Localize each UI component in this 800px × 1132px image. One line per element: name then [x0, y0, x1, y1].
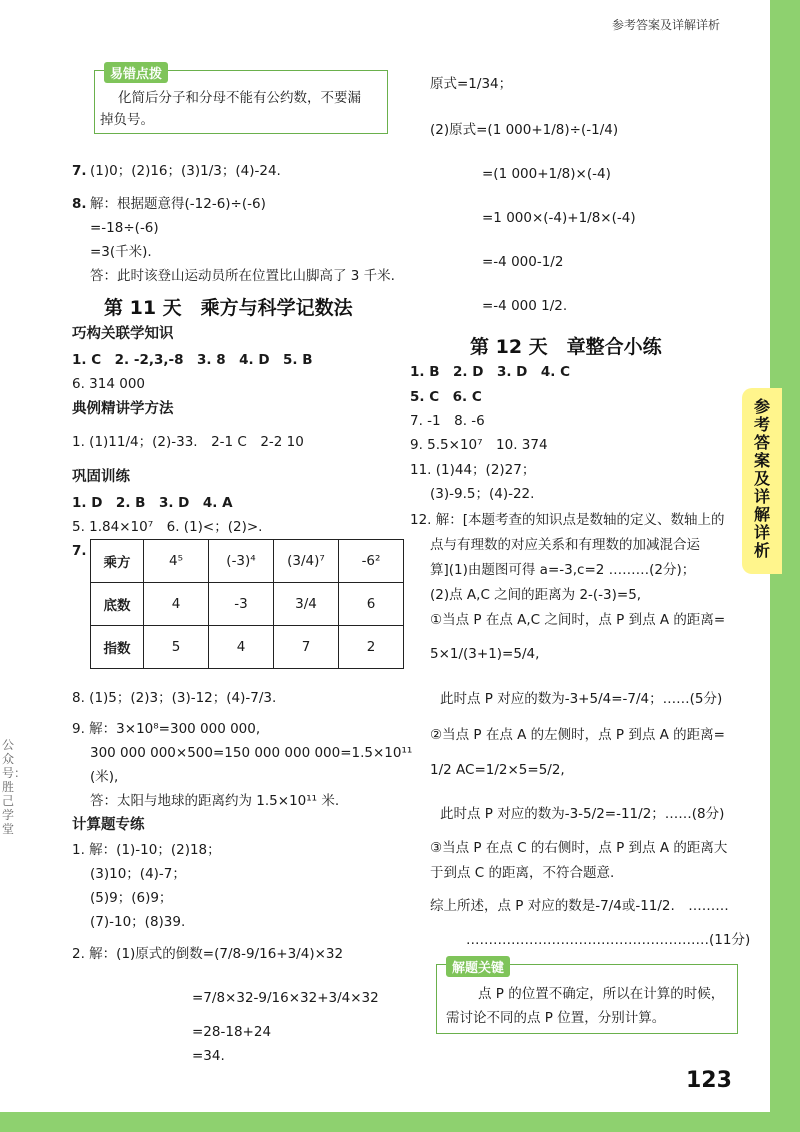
- q12-line-11: ③当点 P 在点 C 的右侧时，点 P 到点 A 的距离大: [430, 840, 728, 856]
- q12-line-4: (2)点 A,C 之间的距离为 2-(-3)=5,: [430, 587, 642, 603]
- section-heading: 典例精讲学方法: [72, 401, 174, 417]
- q12-line-9: 1/2 AC=1/2×5=5/2,: [430, 762, 565, 778]
- section-heading: 计算题专练: [72, 817, 145, 833]
- q12-line-13: 综上所述，点 P 对应的数是-7/4或-11/2. ………: [430, 898, 729, 914]
- day12-answer-6: (3)-9.5；(4)-22.: [430, 486, 535, 502]
- answer-7: (1)0；(2)16；(3)1/3；(4)-24.: [90, 163, 281, 179]
- table-cell: 5: [144, 626, 209, 669]
- table-cell: (3/4)⁷: [274, 540, 339, 583]
- right-line-5: =-4 000-1/2: [482, 254, 564, 270]
- q12-line-12: 于到点 C 的距离，不符合题意.: [430, 865, 615, 881]
- answer-8-line4: 答：此时该登山运动员所在位置比山脚高了 3 千米.: [90, 268, 395, 284]
- day12-answer-3: 7. -1 8. -6: [410, 413, 485, 429]
- powers-table: [90, 539, 404, 669]
- s3-line2: 5. 1.84×10⁷ 6. (1)<；(2)>.: [72, 519, 263, 535]
- calc-1-line2: (3)10；(4)-7；: [90, 866, 186, 882]
- s3-line1: 1. D 2. B 3. D 4. A: [72, 495, 233, 511]
- bottom-green-border: [0, 1112, 800, 1132]
- table-cell: 乘方: [91, 540, 144, 583]
- right-line-3: =(1 000+1/8)×(-4): [482, 166, 611, 182]
- answer-8-num: 8.: [72, 196, 87, 212]
- right-line-2: (2)原式=(1 000+1/8)÷(-1/4): [430, 122, 619, 138]
- side-tab: [742, 388, 782, 574]
- tip1-line2: 掉负号。: [100, 112, 154, 128]
- calc-1-line4: (7)-10；(8)39.: [90, 914, 186, 930]
- table-cell: 4⁵: [144, 540, 209, 583]
- s1-line2: 6. 314 000: [72, 376, 145, 392]
- tip1-line1: 化简后分子和分母不能有公约数，不要漏: [118, 90, 361, 106]
- tip2-line1: 点 P 的位置不确定，所以在计算的时候，: [478, 986, 725, 1002]
- watermark: 公众号：胜己学堂: [2, 738, 27, 836]
- tip2-line2: 需讨论不同的点 P 位置，分别计算。: [446, 1010, 666, 1026]
- answer-7-num: 7.: [72, 163, 87, 179]
- answer-9-line3: (米),: [90, 769, 119, 785]
- answer-8-line2: =-18÷(-6): [90, 220, 159, 236]
- q12-line-8: ②当点 P 在点 A 的左侧时，点 P 到点 A 的距离=: [430, 727, 725, 743]
- table-row: [91, 540, 404, 583]
- header-title: 参考答案及详解详析: [612, 18, 721, 32]
- right-line-6: =-4 000 1/2.: [482, 298, 568, 314]
- right-line-1: 原式=1/34；: [430, 76, 513, 92]
- table-cell: 指数: [91, 626, 144, 669]
- q12-line-1: 12. 解：[本题考查的知识点是数轴的定义、数轴上的: [410, 512, 725, 528]
- answer-8-line1: 解：根据题意得(-12-6)÷(-6): [90, 196, 266, 212]
- s3-q7-num: 7.: [72, 543, 87, 559]
- day12-title: 第 12 天 章整合小练: [470, 336, 662, 358]
- q12-line-14: ………………………………………………(11分): [466, 932, 751, 948]
- s2-line1: 1. (1)11/4；(2)-33. 2-1 C 2-2 10: [72, 434, 304, 450]
- table-cell: (-3)⁴: [209, 540, 274, 583]
- calc-2-line1: 2. 解：(1)原式的倒数=(7/8-9/16+3/4)×32: [72, 946, 344, 962]
- answer-9-line1: 9. 解：3×10⁸=300 000 000,: [72, 721, 261, 737]
- day11-title: 第 11 天 乘方与科学记数法: [104, 297, 353, 319]
- s1-line1: 1. C 2. -2,3,-8 3. 8 4. D 5. B: [72, 352, 313, 368]
- answer-8-line3: =3(千米).: [90, 244, 152, 260]
- tip-tag-mistakes: 易错点拨: [104, 62, 168, 83]
- section-heading: 巩固训练: [72, 469, 130, 485]
- q12-line-5: ①当点 P 在点 A,C 之间时，点 P 到点 A 的距离=: [430, 612, 726, 628]
- right-line-4: =1 000×(-4)+1/8×(-4): [482, 210, 636, 226]
- tip-tag-key: 解题关键: [446, 956, 510, 977]
- table-row: [91, 583, 404, 626]
- calc-1-line3: (5)9；(6)9；: [90, 890, 173, 906]
- side-tab-label: 参考答案及详解详析: [753, 397, 770, 560]
- table-cell: 7: [274, 626, 339, 669]
- table-cell: 6: [339, 583, 404, 626]
- q12-line-7: 此时点 P 对应的数为-3+5/4=-7/4；……(5分): [440, 691, 723, 707]
- calc-2-line4: =34.: [192, 1048, 225, 1064]
- answer-8b: 8. (1)5；(2)3；(3)-12；(4)-7/3.: [72, 690, 277, 706]
- table-cell: 3/4: [274, 583, 339, 626]
- day12-answer-2: 5. C 6. C: [410, 389, 482, 405]
- table-cell: 4: [144, 583, 209, 626]
- table-cell: -6²: [339, 540, 404, 583]
- table-cell: 底数: [91, 583, 144, 626]
- calc-2-line2: =7/8×32-9/16×32+3/4×32: [192, 990, 379, 1006]
- answer-9-line2: 300 000 000×500=150 000 000 000=1.5×10¹¹: [90, 745, 413, 761]
- section-heading: 巧构关联学知识: [72, 326, 174, 342]
- table-cell: 2: [339, 626, 404, 669]
- answer-9-line4: 答：太阳与地球的距离约为 1.5×10¹¹ 米.: [90, 793, 340, 809]
- table-cell: 4: [209, 626, 274, 669]
- q12-line-2: 点与有理数的对应关系和有理数的加减混合运: [430, 537, 700, 553]
- calc-2-line3: =28-18+24: [192, 1024, 272, 1040]
- table-row: [91, 626, 404, 669]
- calc-1-line1: 1. 解：(1)-10；(2)18；: [72, 842, 221, 858]
- q12-line-3: 算](1)由题图可得 a=-3,c=2 ………(2分)；: [430, 562, 696, 578]
- page-number: 123: [686, 1068, 732, 1093]
- q12-line-6: 5×1/(3+1)=5/4,: [430, 646, 540, 662]
- day12-answer-1: 1. B 2. D 3. D 4. C: [410, 364, 570, 380]
- table-cell: -3: [209, 583, 274, 626]
- q12-line-10: 此时点 P 对应的数为-3-5/2=-11/2；……(8分): [440, 806, 725, 822]
- day12-answer-5: 11. (1)44；(2)27；: [410, 462, 536, 478]
- day12-answer-4: 9. 5.5×10⁷ 10. 374: [410, 437, 548, 453]
